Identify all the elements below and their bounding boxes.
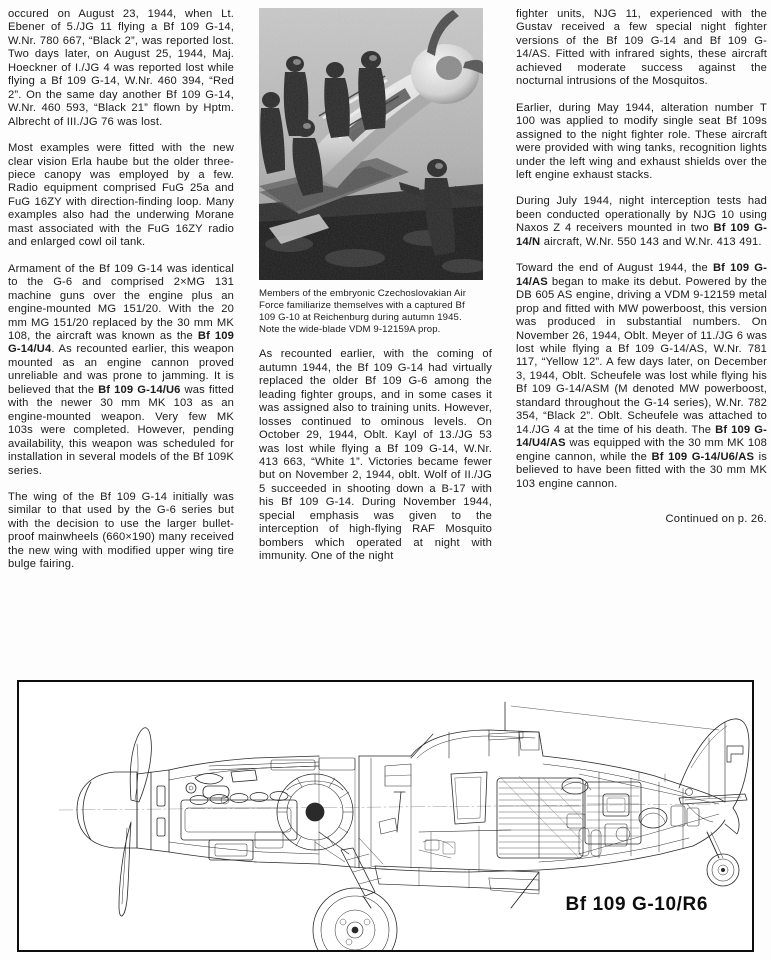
paragraph: fighter units, NJG 11, experienced with the Gustav received a few special night fighter versions of the Bf 109 G-14 and Bf 109 G-14/AS. Fitted with infrared sights, these aircraft achieved moderate success against the nocturnal intrusions of the Mosquitos. (516, 8, 767, 88)
text-column-1 (0, 0, 257, 625)
model-designation: Bf 109 G-14/U4 (8, 329, 234, 356)
model-designation: Bf 109 G-14/N (516, 222, 767, 248)
model-designation: Bf 109 G-14/U4/AS (516, 423, 767, 450)
text-run: aircraft, W.Nr. 550 143 and W.Nr. 413 491. (540, 235, 762, 248)
model-designation: Bf 109 G-14/AS (516, 262, 767, 288)
text-run: Toward the end of August 1944, the (516, 262, 713, 275)
text-run: During July 1944, night interception tests had been conducted operationally by NJG 10 using Naxos Z 4 receivers mounted in two (516, 195, 767, 235)
text-run: began to make its debut. Powered by the DB 605 AS engine, driving a VDM 9-12159 metal prop and fitted with MW powerboost, this version was produced in substantial numbers. On November 26, 1944, Oblt. Meyer of 11./JG 6 was lost while flying a Bf 109 G-14/AS, W.Nr. 781 117, “Yellow 12”. A few days later, on December 3, 1944, Oblt. Scheufele was lost while flying his Bf 109 G-14/ASM (M denoted MW powerboost, standard throughout the G-14 series), W.Nr. 782 354, “Black 2”. Oblt. Scheufele was attached to 14./JG 4 at the time of his death. The (516, 275, 767, 436)
paragraph: Most examples were fitted with the new clear vision Erla haube but the older three-piece canopy was employed by a few. Radio equipment comprised FuG 25a and FuG 16ZY with direction-finding loop. Many examples also had the underwing Morane mast associated with the FuG 16ZY radio and enlarged cowl oil tank. (8, 142, 234, 249)
paragraph-night-tests (516, 195, 767, 249)
paragraph: occured on August 23, 1944, when Lt. Ebener of 5./JG 11 flying a Bf 109 G-14, W.Nr. 780 667, “Black 2”, was reported lost. Two days later, on August 25, 1944, Maj. Hoeckner of I./JG 4 was reported lost while flying a Bf 109 G-14, W.Nr. 460 394, “Red 2”. On the same day another Bf 109 G-14, W.Nr. 460 593, “Black 21” flown by Hptm. Albrecht of III./JG 76 was lost. (8, 8, 234, 128)
paragraph-as-variant (516, 262, 767, 491)
photo-czech-airforce-bf109 (259, 8, 483, 280)
paragraph-armament (8, 263, 234, 478)
photo-caption: Members of the embryonic Czechoslovakian Air Force familiarize themselves with a captured Bf 109 G-10 at Reichenburg during autumn 1945. Note the wide-blade VDM 9-12159A prop. (259, 288, 467, 336)
text-column-2 (257, 0, 514, 625)
continued-note: Continued on p. 26. (665, 512, 767, 525)
model-designation: Bf 109 G-14/U6/AS (651, 450, 755, 463)
model-designation: Bf 109 G-14/U6 (98, 383, 181, 396)
paragraph: The wing of the Bf 109 G-14 initially was similar to that used by the G-6 series but with the decision to use the larger bullet-proof mainwheels (660×190) many received the new wing with modified upper wing tire bulge fairing. (8, 490, 234, 571)
paragraph: Earlier, during May 1944, alteration number T 100 was applied to modify single seat Bf 109s assigned to the night fighter role. These aircraft were provided with wing tanks, recognition lights under the left wing and exhaust shields over the left engine exhaust stacks. (516, 101, 767, 181)
text-column-3 (514, 0, 771, 625)
drawing-title-label: Bf 109 G-10/R6 (565, 894, 708, 915)
text-run: was fitted with the newer 30 mm MK 103 as an engine-mounted weapon. Very few MK 103s were completed. However, pending availability, this weapon was scheduled for installation in several models of the Bf 109K series. (8, 383, 235, 477)
text-run: was equipped with the 30 mm MK 108 engine cannon, while the (516, 437, 767, 463)
technical-drawing-panel (17, 680, 754, 952)
text-run: . As recounted earlier, this weapon mounted as an engine cannon proved unreliable and was prone to jamming. It is believed that the (8, 343, 234, 396)
paragraph: As recounted earlier, with the coming of autumn 1944, the Bf 109 G-14 had virtually replaced the older Bf 109 G-6 among the leading fighter groups, and in some cases it was assigned also to training units. However, losses continued to ominous levels. On October 29, 1944, Oblt. Kayl of 13./JG 53 was lost while flying a Bf 109 G-14, W.Nr. 413 663, “White 1”. Victories became fewer but on November 2, 1944, oblt. Wolf of II./JG 5 succeeded in shooting down a B-17 with his Bf 109 G-14. During November 1944, special emphasis was given to the interception of high-flying RAF Mosquito bombers which operated at night with immunity. One of the night (259, 348, 492, 563)
text-run: is believed to have been fitted with the 30 mm MK 103 engine cannon. (516, 450, 767, 490)
text-run: Armament of the Bf 109 G-14 was identical to the G-6 and comprised 2×MG 131 machine guns over the engine plus an engine-mounted MG 151/20. With the 20 mm MG 151/20 replaced by the 30 mm MK 108, the aircraft was known as the (8, 262, 234, 342)
